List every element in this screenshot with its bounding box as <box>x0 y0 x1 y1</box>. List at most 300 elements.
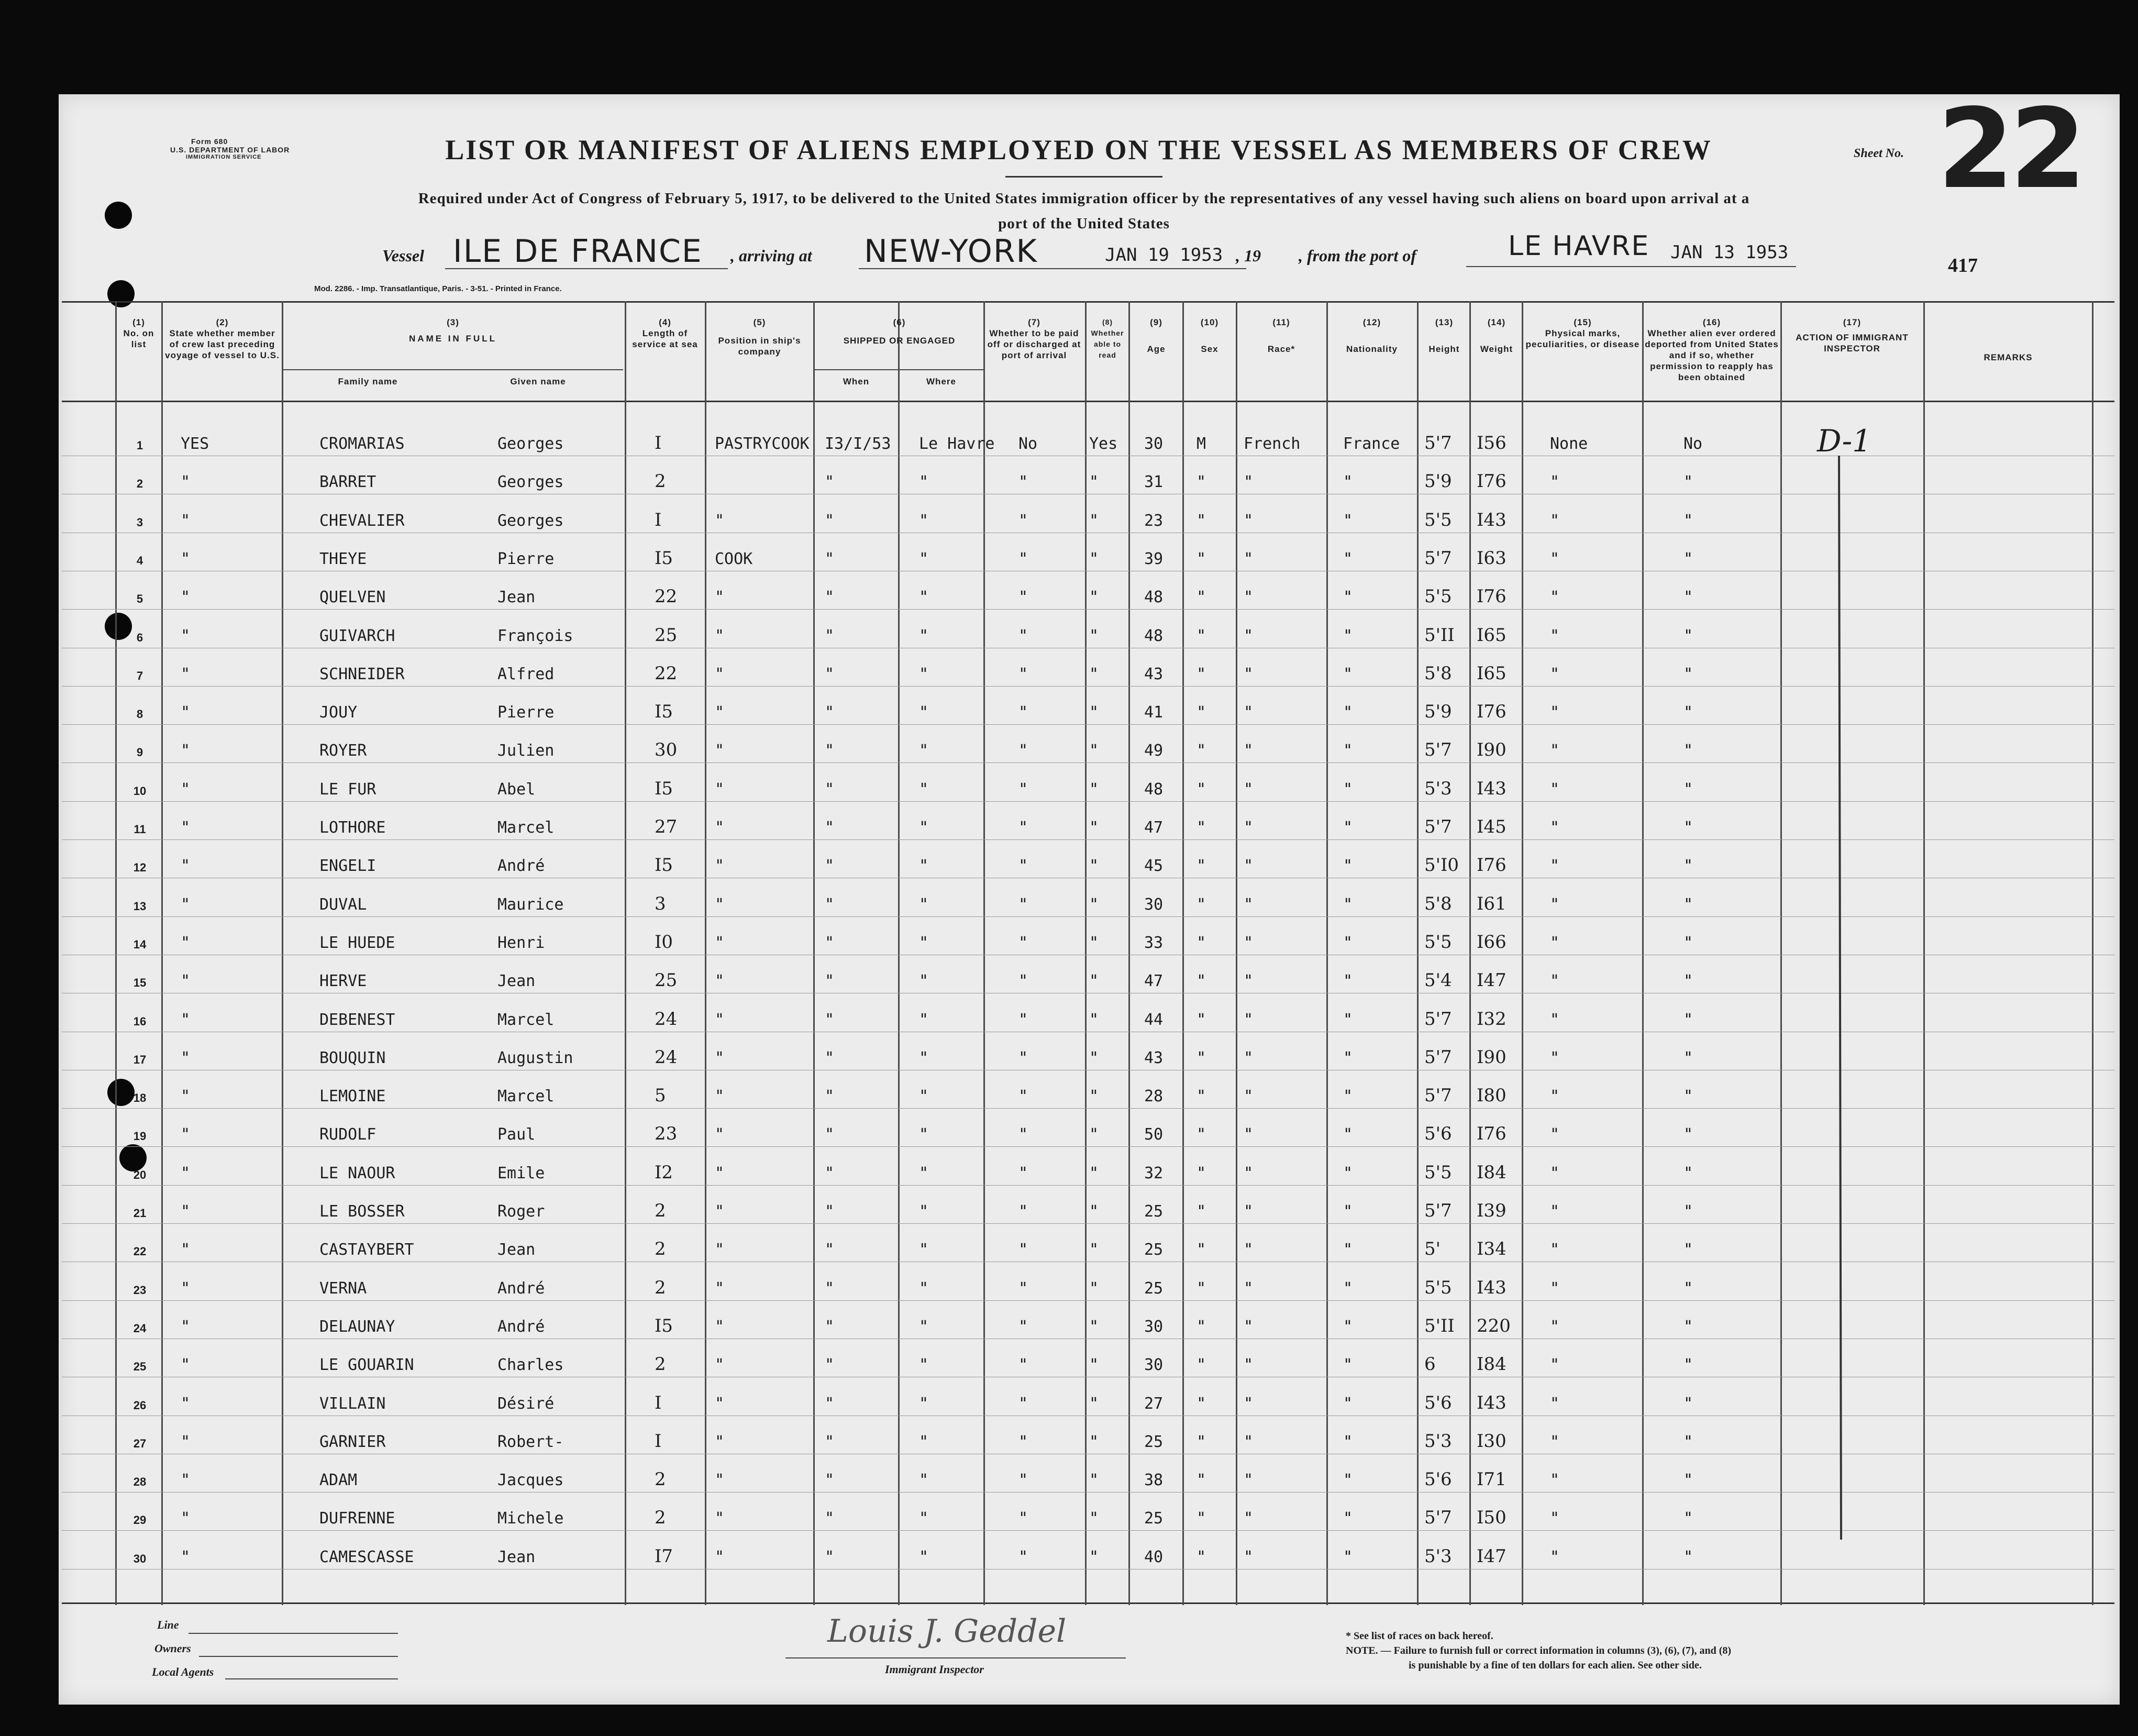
cell-read: " <box>1089 1317 1099 1336</box>
cell-sex: " <box>1197 780 1206 799</box>
column-rule <box>625 301 626 1605</box>
cell-age: 47 <box>1144 819 1164 837</box>
cell-race: " <box>1244 1279 1254 1298</box>
cell-position: " <box>715 1048 725 1067</box>
vessel-underline <box>445 268 728 269</box>
cell-marks: " <box>1550 1125 1560 1144</box>
cell-deported: " <box>1683 1279 1693 1298</box>
cell-marks: " <box>1550 1471 1560 1490</box>
cell-age: 23 <box>1144 511 1164 530</box>
cell-age: 25 <box>1144 1202 1164 1221</box>
cell-given: Georges <box>497 473 564 492</box>
cell-read: Yes <box>1089 435 1118 453</box>
cell-marks: " <box>1550 549 1560 568</box>
cell-height: 5'7 <box>1424 739 1452 761</box>
cell-height: 5'3 <box>1424 778 1452 799</box>
cell-marks: " <box>1550 1164 1560 1182</box>
cell-nationality: " <box>1343 1356 1353 1375</box>
cell-sex: " <box>1197 1279 1206 1298</box>
cell-given: Alfred <box>497 665 555 683</box>
cell-position: " <box>715 1394 725 1413</box>
cell-family: LEMOINE <box>319 1087 386 1106</box>
cell-race: " <box>1244 473 1254 492</box>
cell-marks: " <box>1550 665 1560 683</box>
cell-where: " <box>919 1471 929 1490</box>
cell-sex: " <box>1197 626 1206 645</box>
column-rule <box>1085 301 1087 1605</box>
cell-where: " <box>919 626 929 645</box>
cell-nationality: " <box>1343 1509 1353 1528</box>
column-rule <box>2092 301 2093 1605</box>
cell-marks: " <box>1550 780 1560 799</box>
cell-paid: " <box>1018 857 1028 876</box>
cell-height: 5'9 <box>1424 701 1452 723</box>
column-rule <box>1522 301 1523 1605</box>
row-number: 4 <box>136 554 143 567</box>
cell-nationality: " <box>1343 1202 1353 1221</box>
cell-race: " <box>1244 857 1254 876</box>
cell-read: " <box>1089 473 1099 492</box>
cell-nationality: " <box>1343 626 1353 645</box>
cell-deported: " <box>1683 665 1693 683</box>
cell-where: " <box>919 511 929 530</box>
cell-nationality: " <box>1343 857 1353 876</box>
cell-age: 25 <box>1144 1509 1164 1528</box>
row-number: 5 <box>136 592 143 606</box>
cell-sex: " <box>1197 1087 1206 1106</box>
cell-paid: " <box>1018 703 1028 722</box>
cell-race: " <box>1244 1547 1254 1566</box>
cell-given: Henri <box>497 933 545 952</box>
cell-read: " <box>1089 665 1099 683</box>
cell-nationality: " <box>1343 1471 1353 1490</box>
cell-deported: " <box>1683 780 1693 799</box>
cell-marks: " <box>1550 588 1560 607</box>
cell-deported: " <box>1683 819 1693 837</box>
cell-given: François <box>497 626 573 645</box>
cell-when: I3/I/53 <box>825 435 891 453</box>
cell-read: " <box>1089 1356 1099 1375</box>
cell-height: 5'5 <box>1424 586 1452 607</box>
cell-family: CASTAYBERT <box>319 1241 414 1259</box>
column-rule <box>1923 301 1925 1605</box>
cell-read: " <box>1089 1048 1099 1067</box>
column-rule <box>1326 301 1328 1605</box>
cell-prev: " <box>181 1432 191 1451</box>
cell-where: " <box>919 1241 929 1259</box>
departure-underline <box>1466 266 1796 267</box>
cell-position: " <box>715 1087 725 1106</box>
cell-height: 5'8 <box>1424 662 1452 684</box>
cell-service: 24 <box>655 1008 678 1030</box>
cell-position: COOK <box>715 549 753 568</box>
cell-given: Roger <box>497 1202 545 1221</box>
cell-nationality: " <box>1343 1010 1353 1029</box>
cell-paid: " <box>1018 511 1028 530</box>
arriving-label: , arriving at <box>730 246 812 265</box>
cell-service: I <box>655 1430 662 1452</box>
cell-height: 5'9 <box>1424 471 1452 492</box>
cell-paid: No <box>1018 435 1038 453</box>
cell-where: " <box>919 857 929 876</box>
cell-age: 40 <box>1144 1547 1164 1566</box>
cell-given: Charles <box>497 1356 564 1375</box>
cell-where: " <box>919 1394 929 1413</box>
cell-height: 5' <box>1424 1239 1441 1260</box>
col-6-when-header: When <box>843 377 870 386</box>
col-17-header: (17) ACTION OF IMMIGRANT INSPECTOR <box>1796 317 1909 353</box>
cell-sex: " <box>1197 473 1206 492</box>
cell-where: " <box>919 1125 929 1144</box>
cell-position: " <box>715 1241 725 1259</box>
cell-service: I5 <box>655 1315 673 1336</box>
cell-sex: " <box>1197 1202 1206 1221</box>
cell-prev: " <box>181 1048 191 1067</box>
cell-height: 5'5 <box>1424 1162 1452 1183</box>
cell-weight: I43 <box>1477 509 1506 530</box>
cell-age: 41 <box>1144 703 1164 722</box>
cell-paid: " <box>1018 1048 1028 1067</box>
cell-height: 5'II <box>1424 624 1455 646</box>
cell-weight: I43 <box>1477 778 1506 799</box>
line-label: Line <box>157 1618 179 1631</box>
printer-line: Mod. 2286. - Imp. Transatlantique, Paris. - 3-51. - Printed in France. <box>314 284 562 293</box>
cell-read: " <box>1089 511 1099 530</box>
cell-given: Jean <box>497 972 536 991</box>
cell-when: " <box>825 1317 835 1336</box>
cell-marks: " <box>1550 1087 1560 1106</box>
row-rule <box>62 1300 2114 1301</box>
cell-paid: " <box>1018 1010 1028 1029</box>
col-3-header: (3) NAME IN FULL <box>409 317 497 344</box>
cell-race: " <box>1244 1125 1254 1144</box>
cell-service: 2 <box>655 1239 666 1260</box>
cell-when: " <box>825 1241 835 1259</box>
vessel-label: Vessel <box>382 246 424 265</box>
cell-given: André <box>497 1317 545 1336</box>
cell-weight: I80 <box>1477 1085 1506 1107</box>
column-rule <box>1182 301 1184 1605</box>
cell-marks: " <box>1550 511 1560 530</box>
cell-when: " <box>825 819 835 837</box>
cell-paid: " <box>1018 1202 1028 1221</box>
agents-underline <box>225 1678 398 1679</box>
cell-service: I5 <box>655 855 673 876</box>
table-header-bottom-rule <box>62 401 2114 402</box>
column-rule <box>1469 301 1471 1605</box>
cell-read: " <box>1089 588 1099 607</box>
cell-where: " <box>919 1202 929 1221</box>
row-rule <box>62 762 2114 763</box>
punch-hole <box>119 1144 147 1171</box>
cell-sex: " <box>1197 1356 1206 1375</box>
cell-position: " <box>715 1509 725 1528</box>
departure-port: LE HAVRE <box>1508 230 1650 262</box>
cell-age: 48 <box>1144 626 1164 645</box>
cell-deported: " <box>1683 511 1693 530</box>
row-number: 15 <box>133 976 147 990</box>
cell-age: 30 <box>1144 895 1164 914</box>
cell-height: 5'5 <box>1424 931 1452 953</box>
cell-age: 30 <box>1144 1317 1164 1336</box>
inspector-action-mark: D-1 <box>1817 423 1872 459</box>
line-underline <box>189 1633 398 1634</box>
cell-weight: I90 <box>1477 739 1506 761</box>
cell-position: PASTRYCOOK <box>715 435 810 453</box>
cell-family: DELAUNAY <box>319 1317 395 1336</box>
agents-label: Local Agents <box>152 1665 214 1678</box>
cell-given: Jean <box>497 1241 536 1259</box>
cell-read: " <box>1089 1164 1099 1182</box>
cell-nationality: " <box>1343 780 1353 799</box>
cell-service: 2 <box>655 1200 666 1221</box>
cell-weight: I65 <box>1477 662 1506 684</box>
cell-marks: " <box>1550 1394 1560 1413</box>
owners-label: Owners <box>154 1642 191 1655</box>
cell-service: 30 <box>655 739 678 761</box>
cell-nationality: " <box>1343 1048 1353 1067</box>
cell-age: 28 <box>1144 1087 1164 1106</box>
cell-prev: " <box>181 1010 191 1029</box>
cell-family: LE BOSSER <box>319 1202 405 1221</box>
cell-deported: " <box>1683 1241 1693 1259</box>
cell-weight: I39 <box>1477 1200 1506 1221</box>
cell-position: " <box>715 1317 725 1336</box>
table-bottom-rule <box>62 1602 2114 1604</box>
cell-prev: " <box>181 742 191 760</box>
col-9-header: (9) Age <box>1147 317 1166 354</box>
cell-deported: " <box>1683 1547 1693 1566</box>
cell-paid: " <box>1018 780 1028 799</box>
cell-race: " <box>1244 1432 1254 1451</box>
row-rule <box>62 1146 2114 1147</box>
cell-prev: " <box>181 1125 191 1144</box>
sheet-label: Sheet No. <box>1854 147 1904 160</box>
row-number: 22 <box>133 1245 147 1258</box>
row-number: 2 <box>136 477 143 491</box>
row-number: 12 <box>133 861 147 875</box>
cell-service: I5 <box>655 547 673 569</box>
cell-prev: " <box>181 1471 191 1490</box>
cell-marks: " <box>1550 1048 1560 1067</box>
cell-read: " <box>1089 857 1099 876</box>
col-13-header: (13) Height <box>1428 317 1460 354</box>
cell-prev: " <box>181 1509 191 1528</box>
cell-weight: I76 <box>1477 701 1506 723</box>
col-2-header: (2) State whether member of crew last preceding voyage of vessel to U.S. <box>165 317 280 360</box>
row-number: 29 <box>133 1513 147 1527</box>
name-subhead-rule <box>283 369 623 370</box>
cell-position: " <box>715 857 725 876</box>
inspector-label: Immigrant Inspector <box>885 1663 984 1676</box>
cell-paid: " <box>1018 473 1028 492</box>
cell-weight: I76 <box>1477 855 1506 876</box>
cell-when: " <box>825 895 835 914</box>
row-rule <box>62 916 2114 917</box>
cell-paid: " <box>1018 1547 1028 1566</box>
cell-weight: I65 <box>1477 624 1506 646</box>
col-15-header: (15) Physical marks, peculiarities, or disease <box>1525 317 1640 349</box>
cell-weight: I84 <box>1477 1162 1506 1183</box>
row-number: 8 <box>136 707 143 721</box>
cell-sex: " <box>1197 1394 1206 1413</box>
cell-when: " <box>825 1279 835 1298</box>
cell-sex: " <box>1197 1241 1206 1259</box>
cell-given: Pierre <box>497 549 555 568</box>
cell-when: " <box>825 933 835 952</box>
cell-deported: " <box>1683 895 1693 914</box>
cell-deported: " <box>1683 1048 1693 1067</box>
arrival-underline <box>859 268 1246 269</box>
cell-family: GUIVARCH <box>319 626 395 645</box>
cell-nationality: " <box>1343 1241 1353 1259</box>
cell-read: " <box>1089 1125 1099 1144</box>
cell-sex: " <box>1197 588 1206 607</box>
cell-when: " <box>825 1356 835 1375</box>
cell-nationality: " <box>1343 588 1353 607</box>
cell-race: " <box>1244 895 1254 914</box>
cell-paid: " <box>1018 972 1028 991</box>
cell-given: Jean <box>497 588 536 607</box>
row-number: 21 <box>133 1207 147 1220</box>
cell-service: I <box>655 433 662 454</box>
cell-deported: " <box>1683 1164 1693 1182</box>
cell-race: " <box>1244 1164 1254 1182</box>
cell-race: " <box>1244 1010 1254 1029</box>
cell-when: " <box>825 972 835 991</box>
cell-position: " <box>715 588 725 607</box>
cell-weight: I71 <box>1477 1469 1506 1490</box>
cell-deported: " <box>1683 1356 1693 1375</box>
cell-paid: " <box>1018 895 1028 914</box>
cell-age: 25 <box>1144 1241 1164 1259</box>
cell-weight: I56 <box>1477 433 1506 454</box>
cell-height: 5'3 <box>1424 1430 1452 1452</box>
cell-deported: " <box>1683 1471 1693 1490</box>
cell-prev: " <box>181 473 191 492</box>
cell-age: 48 <box>1144 780 1164 799</box>
cell-where: " <box>919 665 929 683</box>
cell-marks: " <box>1550 742 1560 760</box>
cell-height: 5'6 <box>1424 1469 1452 1490</box>
cell-paid: " <box>1018 742 1028 760</box>
cell-age: 49 <box>1144 742 1164 760</box>
cell-when: " <box>825 1509 835 1528</box>
cell-race: " <box>1244 511 1254 530</box>
row-number: 17 <box>133 1053 147 1066</box>
cell-prev: " <box>181 1202 191 1221</box>
cell-prev: " <box>181 626 191 645</box>
cell-height: 5'II <box>1424 1315 1455 1336</box>
year-label: , 19 <box>1236 246 1261 265</box>
cell-family: ADAM <box>319 1471 358 1490</box>
row-rule <box>62 686 2114 687</box>
cell-nationality: " <box>1343 1394 1353 1413</box>
cell-nationality: " <box>1343 933 1353 952</box>
cell-where: " <box>919 1509 929 1528</box>
cell-sex: " <box>1197 933 1206 952</box>
cell-deported: " <box>1683 703 1693 722</box>
column-rule <box>983 301 985 1605</box>
cell-paid: " <box>1018 1164 1028 1182</box>
cell-service: 25 <box>655 624 678 646</box>
col-6-where-header: Where <box>926 377 956 386</box>
cell-prev: " <box>181 1087 191 1106</box>
cell-race: " <box>1244 1202 1254 1221</box>
cell-position: " <box>715 1010 725 1029</box>
cell-age: 31 <box>1144 473 1164 492</box>
cell-given: Marcel <box>497 819 555 837</box>
cell-deported: " <box>1683 933 1693 952</box>
cell-deported: " <box>1683 626 1693 645</box>
cell-position: " <box>715 1356 725 1375</box>
cell-prev: " <box>181 972 191 991</box>
cell-where: " <box>919 1317 929 1336</box>
cell-marks: " <box>1550 703 1560 722</box>
cell-nationality: " <box>1343 665 1353 683</box>
cell-prev: " <box>181 1241 191 1259</box>
row-rule <box>62 1223 2114 1224</box>
row-number: 1 <box>136 439 143 452</box>
cell-where: " <box>919 1279 929 1298</box>
cell-race: " <box>1244 819 1254 837</box>
cell-where: " <box>919 1164 929 1182</box>
cell-family: LE FUR <box>319 780 376 799</box>
cell-deported: " <box>1683 857 1693 876</box>
row-number: 27 <box>133 1436 147 1450</box>
cell-when: " <box>825 665 835 683</box>
cell-paid: " <box>1018 1509 1028 1528</box>
row-number: 19 <box>133 1130 147 1143</box>
cell-height: 5'7 <box>1424 433 1452 454</box>
cell-service: 22 <box>655 662 678 684</box>
column-rule <box>115 301 117 1605</box>
cell-read: " <box>1089 1010 1099 1029</box>
cell-nationality: " <box>1343 473 1353 492</box>
cell-sex: M <box>1197 435 1206 453</box>
cell-given: Désiré <box>497 1394 555 1413</box>
cell-weight: I76 <box>1477 471 1506 492</box>
column-rule <box>282 301 283 1605</box>
cell-read: " <box>1089 549 1099 568</box>
col-11-header: (11) Race* <box>1267 317 1295 354</box>
cell-position: " <box>715 1164 725 1182</box>
cell-family: RUDOLF <box>319 1125 376 1144</box>
cell-height: 5'I0 <box>1424 855 1459 876</box>
cell-when: " <box>825 588 835 607</box>
inspector-signature: Louis J. Geddel <box>827 1613 1067 1650</box>
row-number: 25 <box>133 1360 147 1374</box>
col-1-header: (1) No. on list <box>123 317 154 349</box>
row-number: 13 <box>133 899 147 913</box>
cell-read: " <box>1089 780 1099 799</box>
column-rule <box>161 301 163 1605</box>
cell-when: " <box>825 857 835 876</box>
cell-family: LOTHORE <box>319 819 386 837</box>
cell-read: " <box>1089 1471 1099 1490</box>
cell-service: 25 <box>655 970 678 991</box>
cell-where: " <box>919 780 929 799</box>
cell-given: Jacques <box>497 1471 564 1490</box>
cell-nationality: " <box>1343 511 1353 530</box>
cell-age: 32 <box>1144 1164 1164 1182</box>
cell-race: " <box>1244 703 1254 722</box>
cell-marks: " <box>1550 1432 1560 1451</box>
cell-service: 23 <box>655 1123 678 1145</box>
signature-line <box>785 1657 1126 1658</box>
cell-when: " <box>825 549 835 568</box>
cell-when: " <box>825 1394 835 1413</box>
